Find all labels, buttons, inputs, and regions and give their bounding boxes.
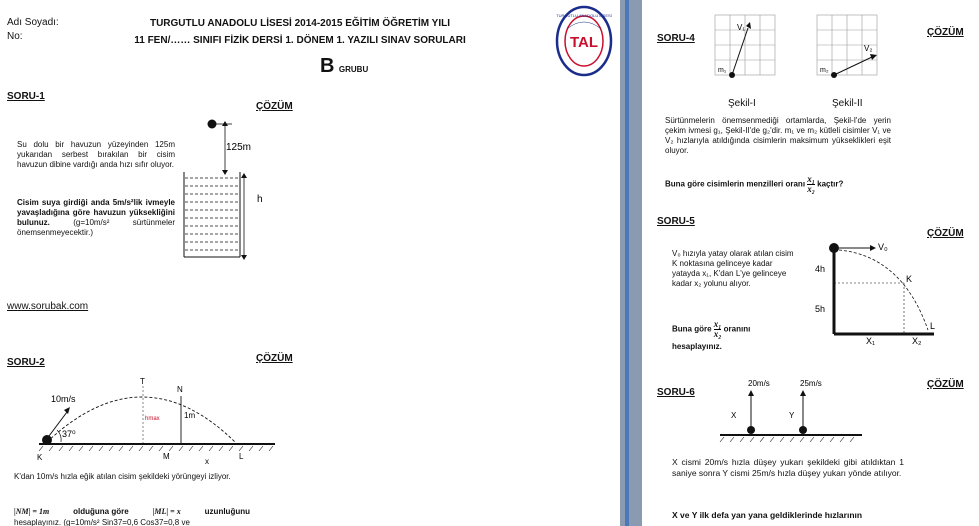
q2-label-x: x (205, 457, 209, 466)
q2-label-1m: 1m (184, 411, 196, 420)
group-letter: B (320, 55, 335, 77)
q6-vertical-throw-figure (716, 376, 866, 444)
q2-length-text: uzunluğunu (204, 507, 250, 516)
q5-ratio (714, 320, 722, 339)
exam-title-line1: TURGUTLU ANADOLU LİSESİ 2014-2015 EĞİTİM ÖĞRETİM YILI (149, 18, 451, 29)
q6-title: SORU-6 (657, 387, 695, 398)
q4-fig2-caption: Şekil-II (832, 98, 863, 109)
q5-x1: X₁ (866, 336, 876, 346)
q1-solution-label: ÇÖZÜM (256, 101, 293, 112)
q2-label-hmax: hmax (145, 416, 160, 422)
q4-m2: m₂ (820, 67, 829, 74)
q4-ratio-num: x₁ (807, 174, 815, 184)
q2-label-T: T (140, 377, 145, 386)
exam-title-line2: 11 FEN/…… SINIFI FİZİK DERSİ 1. DÖNEM 1. YAZILI SINAV SORULARI (134, 35, 466, 46)
q1-question (17, 198, 175, 238)
q5-v0: V₀ (878, 242, 888, 252)
q5-question-end: oranını (723, 324, 751, 334)
q2-angle: 37⁰ (62, 429, 76, 439)
q2-projectile-figure (25, 374, 285, 466)
q2-given-text: olduğuna göre (73, 507, 129, 516)
name-label: Adı Soyadı: (7, 17, 59, 28)
q6-solution-label: ÇÖZÜM (927, 379, 964, 390)
q6-v1: 20m/s (748, 379, 770, 388)
q6-X: X (731, 411, 737, 420)
q2-text: K'dan 10m/s hızla eğik atılan cisim şekildeki yörüngeyi izliyor. (14, 472, 231, 481)
q5-ratio-num: x₁ (713, 319, 722, 329)
q4-question-text: Buna göre cisimlerin menzilleri oranı (665, 179, 806, 189)
q2-title: SORU-2 (7, 357, 45, 368)
q4-text: Sürtünmelerin önemsenmediği ortamlarda, Şekil-I'de yerin çekim ivmesi g₁, Şekil-II'de g₂'dir. m₁ ve m₂ kütleli cisimler V₁ ve V₂ hızlarıyla atıldığında cisimlerin maksimum yükseklikleri eşit oluyor. (665, 116, 891, 155)
q4-m1: m₁ (718, 67, 727, 74)
q6-question: X ve Y ilk defa yan yana geldiklerinde hızlarının (672, 510, 863, 520)
q5-x2: X₂ (912, 336, 922, 346)
q4-v2: V₂ (864, 44, 873, 53)
q6-text: X cismi 20m/s hızla düşey yukarı şekildeki gibi atıldıktan 1 saniye sonra Y cismi 25m/s hızla düşey yukarı yönde atılıyor. (672, 457, 904, 478)
group-word: GRUBU (338, 65, 369, 74)
scroll-divider (625, 0, 629, 526)
q2-label-N: N (177, 385, 183, 394)
q4-ratio-den: x₂ (807, 184, 815, 194)
q5-question-text: Buna göre (672, 324, 712, 334)
q5-question-line2: hesaplayınız. (672, 342, 722, 351)
group-heading (320, 55, 368, 78)
q2-speed: 10m/s (51, 394, 76, 404)
q4-title: SORU-4 (657, 33, 695, 44)
q4-figure-1 (714, 14, 776, 78)
number-label: No: (7, 31, 23, 42)
q5-ratio-den: x₂ (713, 329, 722, 339)
q5-title: SORU-5 (657, 216, 695, 227)
q4-figure-2 (816, 14, 878, 78)
q2-ml: |ML| = x (152, 507, 181, 516)
q1-text: Su dolu bir havuzun yüzeyinden 125m yukarıdan serbest bırakılan bir cisim havuzun dibine vardığı anda hızı sıfır oluyor. (17, 140, 175, 169)
q5-L: L (930, 321, 936, 331)
q1-h-label: h (257, 194, 263, 205)
q4-question (665, 175, 905, 194)
q1-question-bold: Cisim suya girdiği anda 5m/s²lik ivmeyle yavaşladığına göre havuzun yüksekliğini bulunuz. (17, 198, 175, 227)
q6-v2: 25m/s (800, 379, 822, 388)
website-link[interactable]: www.sorubak.com (7, 301, 89, 312)
q2-label-K: K (37, 453, 43, 462)
exam-page-right (642, 0, 979, 526)
q6-Y: Y (789, 411, 795, 420)
q2-question-line1 (14, 507, 250, 517)
q1-title: SORU-1 (7, 91, 45, 102)
q4-solution-label: ÇÖZÜM (927, 27, 964, 38)
q5-question (672, 320, 800, 339)
q4-question-end: kaçtır? (817, 179, 844, 189)
q5-4h: 4h (815, 264, 826, 274)
q5-cliff-figure (810, 236, 938, 348)
q1-height-label: 125m (226, 142, 252, 153)
q4-ratio (807, 175, 815, 194)
q2-nm: |NM| = 1m (14, 507, 50, 516)
q5-5h: 5h (815, 304, 826, 314)
q5-K: K (906, 274, 913, 284)
q2-question-line2: hesaplayınız. (g=10m/s² Sin37=0,6 Cos37=0,8 ve (14, 518, 190, 526)
q4-fig1-caption: Şekil-I (728, 98, 756, 109)
school-logo (555, 5, 613, 77)
q2-label-L: L (239, 452, 244, 461)
q5-solution-label: ÇÖZÜM (927, 228, 964, 239)
q2-solution-label: ÇÖZÜM (256, 353, 293, 364)
q1-question-note: (g=10m/s² sürtünmeler önemsenmeyecektir.) (17, 218, 175, 237)
page-gap (620, 0, 642, 526)
q2-label-M: M (163, 452, 170, 461)
logo-initials: TAL (569, 34, 599, 51)
logo-text: TURGUTLU ANADOLU LİSESİ (556, 13, 612, 18)
q4-v1: V₁ (737, 23, 746, 32)
q1-pool-figure (180, 112, 280, 260)
q5-text: V₀ hızıyla yatay olarak atılan cisim K noktasına gelinceye kadar yatayda x₁, K'dan L'ye gelinceye kadar x₂ yolunu alıyor. (672, 249, 794, 288)
